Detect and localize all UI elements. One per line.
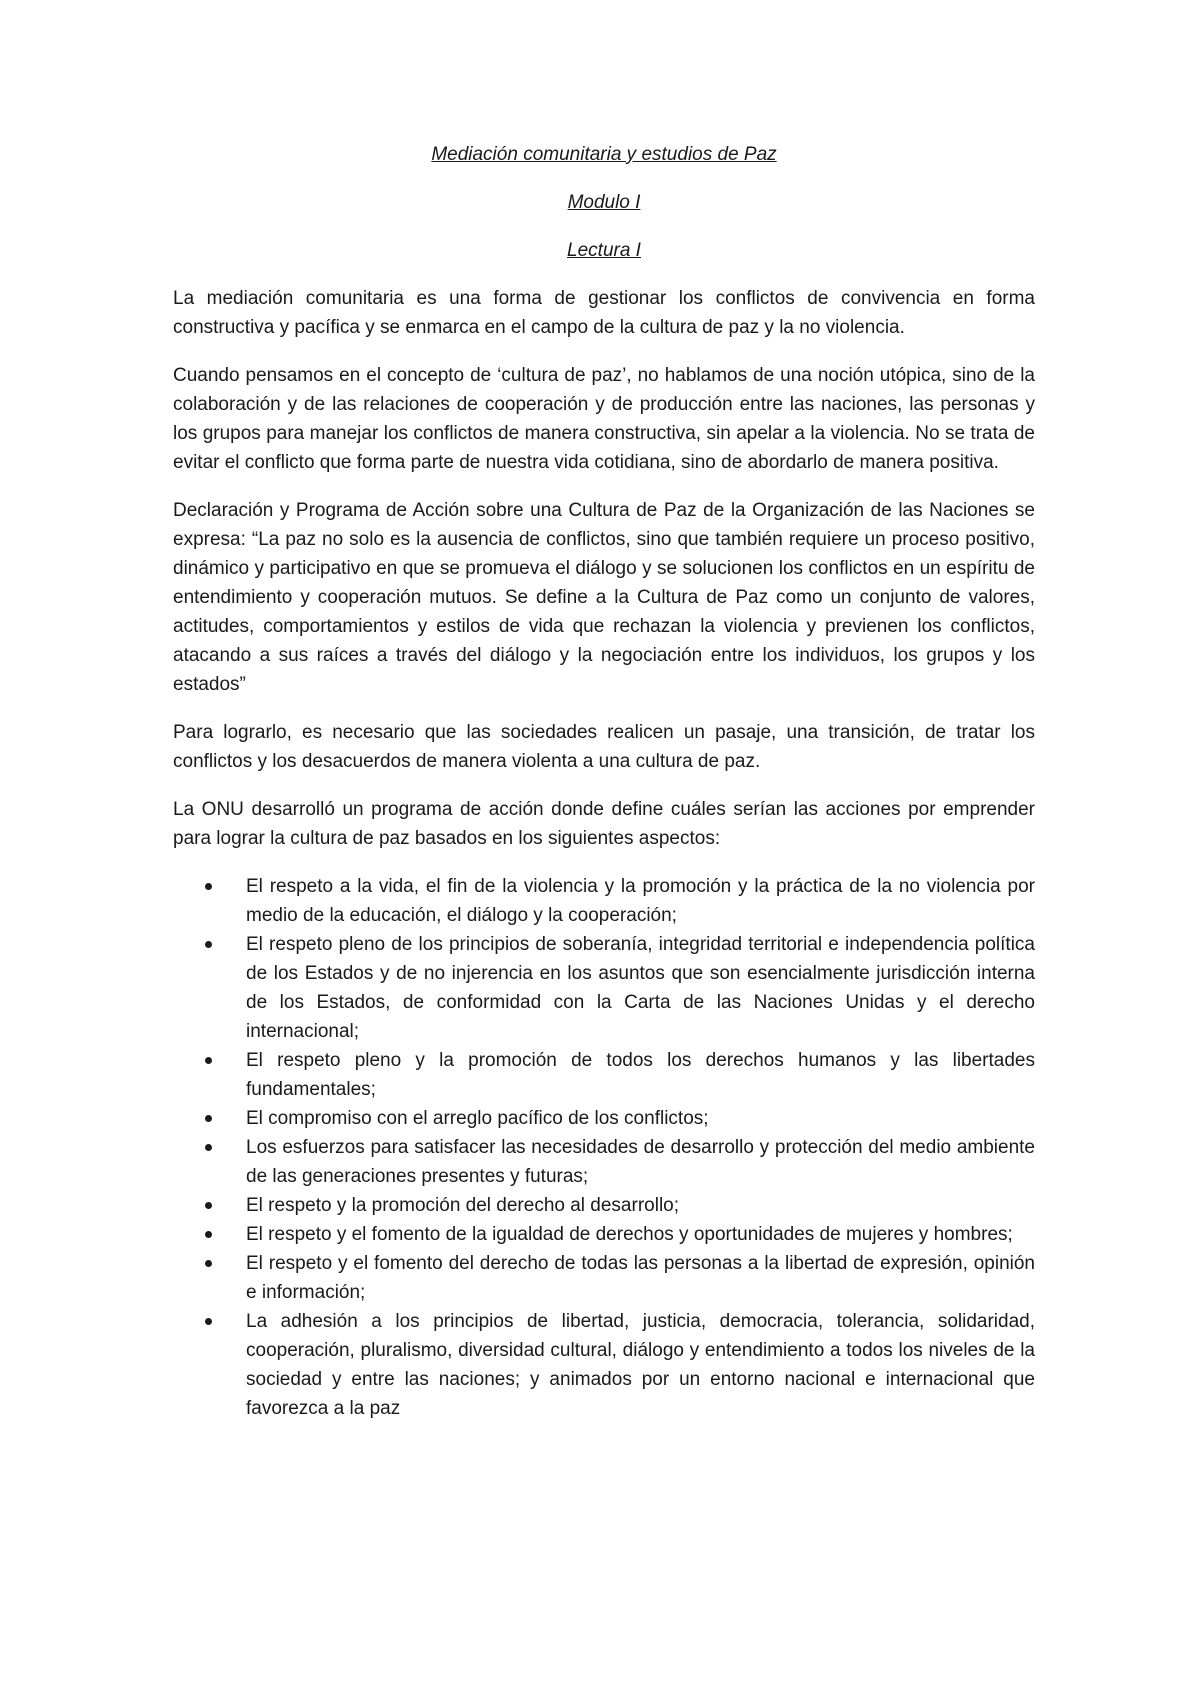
document-body [173,140,1035,1423]
paragraph: Cuando pensamos en el concepto de ‘cultura de paz’, no hablamos de una noción utópica, sino de la colaboración y de las relaciones de cooperación y de producción entre las naciones, las personas y los grupos para manejar los conflictos de manera constructiva, sin apelar a la violencia. No se trata de evitar el conflicto que forma parte de nuestra vida cotidiana, sino de abordarlo de manera positiva. [173,365,1035,473]
list-item [173,1191,1035,1220]
paragraph: La mediación comunitaria es una forma de gestionar los conflictos de convivencia en forma constructiva y pacífica y se enmarca en el campo de la cultura de paz y la no violencia. [173,288,1035,338]
list-item [173,872,1035,930]
paragraph: Para lograrlo, es necesario que las sociedades realicen un pasaje, una transición, de tratar los conflictos y los desacuerdos de manera violenta a una cultura de paz. [173,722,1035,772]
list-item-text: El respeto y el fomento de la igualdad de derechos y oportunidades de mujeres y hombres; [246,1224,1013,1245]
bullet-icon [205,941,212,948]
list-item [173,1104,1035,1133]
bullet-icon [205,883,212,890]
list-item [173,1220,1035,1249]
bullet-icon [205,1231,212,1238]
list-item [173,1046,1035,1104]
list-item-text: El respeto a la vida, el fin de la violencia y la promoción y la práctica de la no violencia por medio de la educación, el diálogo y la cooperación; [246,876,1035,926]
bullet-icon [205,1260,212,1267]
list-item [173,1133,1035,1191]
bullet-list [173,872,1035,1423]
list-item [173,1249,1035,1307]
list-item-text: El respeto pleno y la promoción de todos los derechos humanos y las libertades fundamentales; [246,1050,1035,1100]
list-item-text: El respeto pleno de los principios de soberanía, integridad territorial e independencia política de los Estados y de no injerencia en los asuntos que son esencialmente jurisdicción interna de los Estados, de conformidad con la Carta de las Naciones Unidas y el derecho internacional; [246,934,1035,1042]
document-title: Mediación comunitaria y estudios de Paz [431,144,777,165]
list-item [173,1307,1035,1423]
list-item-text: Los esfuerzos para satisfacer las necesidades de desarrollo y protección del medio ambiente de las generaciones presentes y futuras; [246,1137,1035,1187]
list-item-text: La adhesión a los principios de libertad, justicia, democracia, tolerancia, solidaridad, cooperación, pluralismo, diversidad cultural, diálogo y entendimiento a todos los niveles de la sociedad y entre las naciones; y animados por un entorno nacional e internacional que favorezca a la paz [246,1311,1035,1419]
paragraph: La ONU desarrolló un programa de acción donde define cuáles serían las acciones por emprender para lograr la cultura de paz basados en los siguientes aspectos: [173,799,1035,849]
bullet-icon [205,1144,212,1151]
bullet-icon [205,1057,212,1064]
bullet-icon [205,1115,212,1122]
module-heading: Modulo I [567,192,641,213]
bullet-icon [205,1318,212,1325]
list-item-text: El respeto y el fomento del derecho de todas las personas a la libertad de expresión, opinión e información; [246,1253,1035,1303]
bullet-icon [205,1202,212,1209]
list-item-text: El compromiso con el arreglo pacífico de los conflictos; [246,1108,709,1129]
list-item-text: El respeto y la promoción del derecho al desarrollo; [246,1195,680,1216]
reading-heading: Lectura I [567,240,641,261]
list-item [173,930,1035,1046]
paragraph: Declaración y Programa de Acción sobre una Cultura de Paz de la Organización de las Naciones se expresa: “La paz no solo es la ausencia de conflictos, sino que también requiere un proceso positivo, dinámico y participativo en que se promueva el diálogo y se solucionen los conflictos en un espíritu de entendimiento y cooperación mutuos. Se define a la Cultura de Paz como un conjunto de valores, actitudes, comportamientos y estilos de vida que rechazan la violencia y previenen los conflictos, atacando a sus raíces a través del diálogo y la negociación entre los individuos, los grupos y los estados” [173,500,1035,695]
